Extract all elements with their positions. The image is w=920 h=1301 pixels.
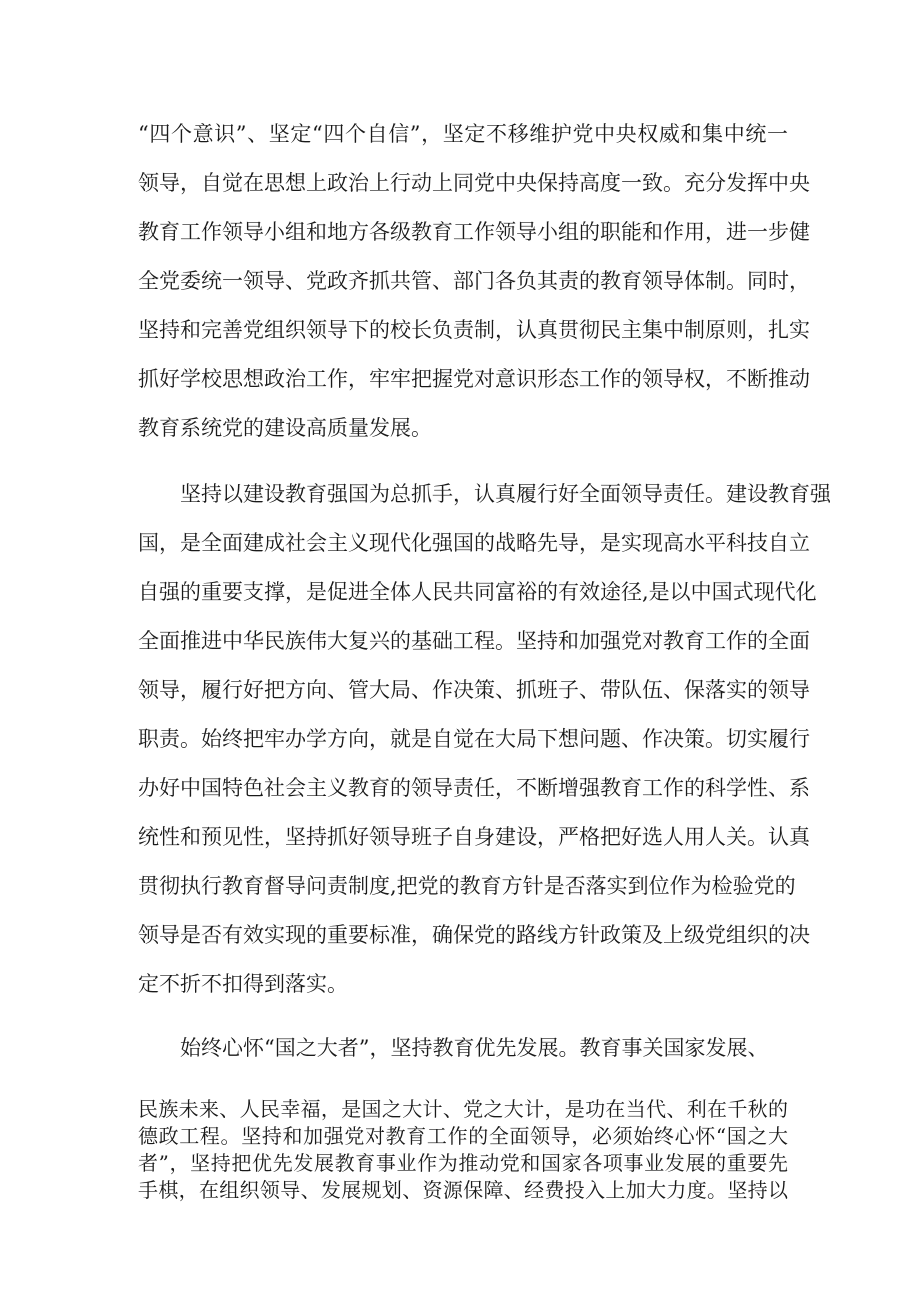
paragraph-2-line-11: 定不折不扣得到落实。 (138, 972, 348, 996)
paragraph-3-line-2: 民族未来、人民幸福，是国之大计、党之大计，是功在当代、利在千秋的 (138, 1097, 788, 1121)
paragraph-2-line-6: 职责。始终把牢办学方向，就是自觉在大局下想问题、作决策。切实履行 (138, 727, 810, 751)
paragraph-1-line-3: 教育工作领导小组和地方各级教育工作领导小组的职能和作用，进一步健 (138, 220, 810, 244)
paragraph-2-line-3: 自强的重要支撑，是促进全体人民共同富裕的有效途径,是以中国式现代化 (138, 580, 817, 604)
paragraph-2-line-4: 全面推进中华民族伟大复兴的基础工程。坚持和加强党对教育工作的全面 (138, 629, 810, 653)
paragraph-1-line-4: 全党委统一领导、党政齐抓共管、部门各负其责的教育领导体制。同时， (138, 269, 810, 293)
paragraph-2-line-10: 领导是否有效实现的重要标准，确保党的路线方针政策及上级党组织的决 (138, 923, 810, 947)
paragraph-2-line-5: 领导，履行好把方向、管大局、作决策、抓班子、带队伍、保落实的领导 (138, 678, 810, 702)
paragraph-1-line-1: “四个意识”、坚定“四个自信”，坚定不移维护党中央权威和集中统一 (138, 122, 788, 146)
paragraph-2-line-9: 贯彻执行教育督导问责制度,把党的教育方针是否落实到位作为检验党的 (138, 874, 796, 898)
paragraph-1-line-5: 坚持和完善党组织领导下的校长负责制，认真贯彻民主集中制原则，扎实 (138, 318, 810, 342)
paragraph-1-line-2: 领导，自觉在思想上政治上行动上同党中央保持高度一致。充分发挥中央 (138, 171, 810, 195)
paragraph-3-line-1: 始终心怀“国之大者”，坚持教育优先发展。教育事关国家发展、 (180, 1036, 769, 1060)
paragraph-2-line-2: 国，是全面建成社会主义现代化强国的战略先导，是实现高水平科技自立 (138, 531, 810, 555)
paragraph-1-line-7: 教育系统党的建设高质量发展。 (138, 416, 432, 440)
paragraph-2-line-7: 办好中国特色社会主义教育的领导责任，不断增强教育工作的科学性、系 (138, 776, 810, 800)
paragraph-2-line-8: 统性和预见性，坚持抓好领导班子自身建设，严格把好选人用人关。认真 (138, 825, 810, 849)
paragraph-2-line-1: 坚持以建设教育强国为总抓手，认真履行好全面领导责任。建设教育强 (180, 482, 831, 506)
paragraph-1-line-6: 抓好学校思想政治工作，牢牢把握党对意识形态工作的领导权，不断推动 (138, 367, 810, 391)
paragraph-3-line-4: 者”，坚持把优先发展教育事业作为推动党和国家各项事业发展的重要先 (138, 1151, 788, 1175)
paragraph-3-line-3: 德政工程。坚持和加强党对教育工作的全面领导，必须始终心怀“国之大 (138, 1124, 788, 1148)
paragraph-3-line-5: 手棋，在组织领导、发展规划、资源保障、经费投入上加大力度。坚持以 (138, 1178, 788, 1202)
